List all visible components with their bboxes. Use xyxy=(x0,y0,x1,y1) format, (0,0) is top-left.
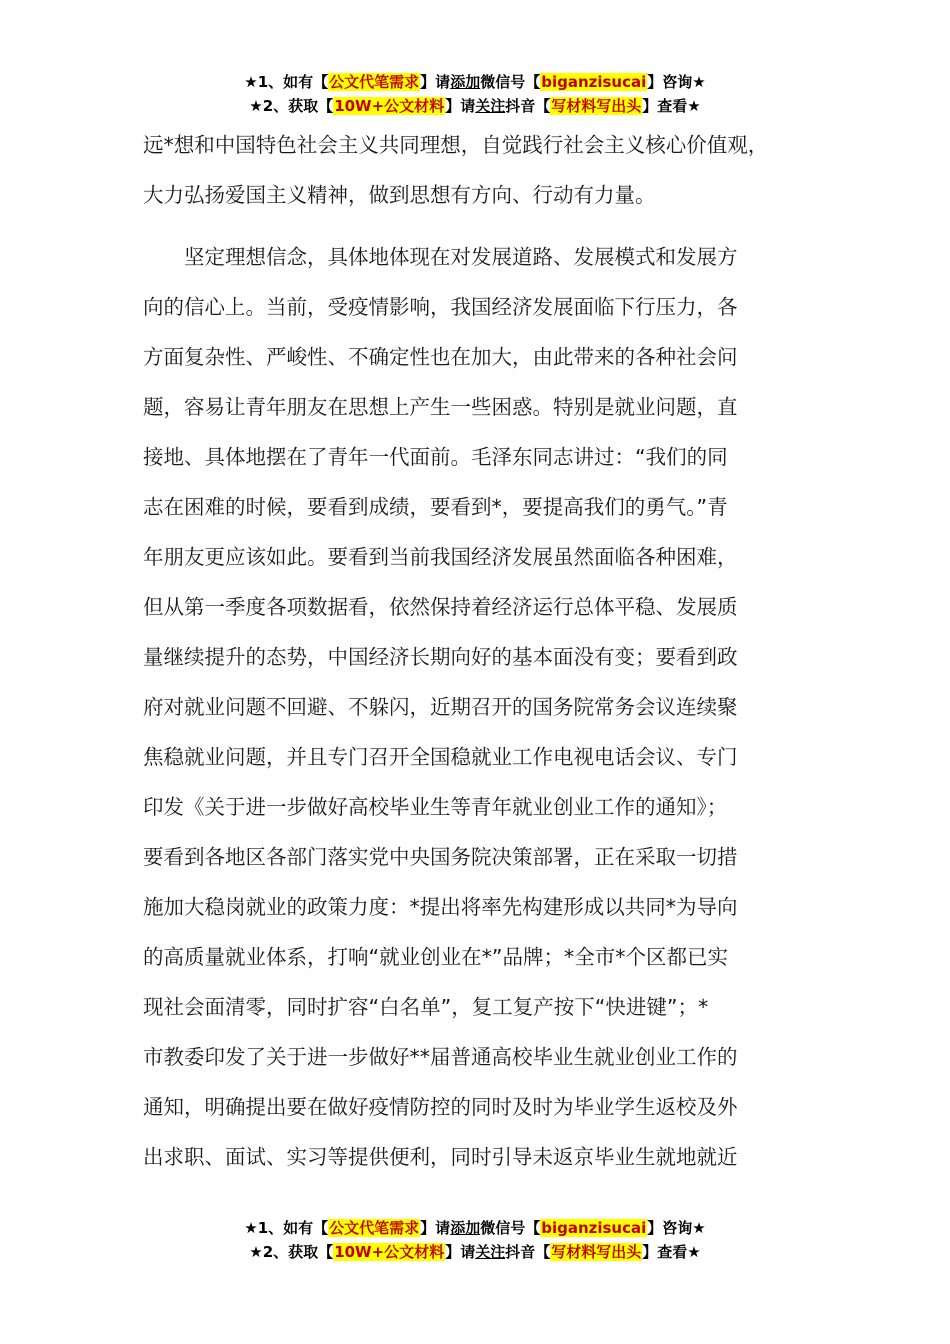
text-line: 但从第一季度各项数据看，依然保持着经济运行总体平稳、发展质 xyxy=(143,595,738,619)
footer-banner xyxy=(0,1216,950,1264)
banner-line-2 xyxy=(0,94,950,118)
banner-text: 】请 xyxy=(420,73,451,91)
paragraph-1 xyxy=(143,120,808,220)
paragraph-gap xyxy=(143,220,808,232)
banner-text: ★1、如有【 xyxy=(244,1219,329,1237)
banner-text: ★1、如有【 xyxy=(244,73,329,91)
banner-text: 】咨询★ xyxy=(647,1219,706,1237)
text-line: 年朋友更应该如此。要看到当前我国经济发展虽然面临各种困难， xyxy=(143,545,738,569)
text-line: 的高质量就业体系，打响“就业创业在*”品牌；*全市*个区都已实 xyxy=(143,945,728,969)
text-line: 接地、具体地摆在了青年一代面前。毛泽东同志讲过：“我们的同 xyxy=(143,445,728,469)
banner-text: 】请 xyxy=(445,1243,476,1261)
banner-highlight: 10W+公文材料 xyxy=(334,97,445,115)
text-line: 现社会面清零，同时扩容“白名单”，复工复产按下“快进键”；* xyxy=(143,995,709,1019)
banner-text: 】请 xyxy=(445,97,476,115)
banner-line-1 xyxy=(0,70,950,94)
banner-underline: 添加 xyxy=(450,1219,481,1237)
text-line: 通知，明确提出要在做好疫情防控的同时及时为毕业学生返校及外 xyxy=(143,1095,738,1119)
text-line: 方面复杂性、严峻性、不确定性也在加大，由此带来的各种社会问 xyxy=(143,345,738,369)
banner-highlight: 公文代笔需求 xyxy=(329,1219,420,1237)
banner-line-1 xyxy=(0,1216,950,1240)
banner-text: 】查看★ xyxy=(642,1243,701,1261)
text-line: 大力弘扬爱国主义精神，做到思想有方向、行动有力量。 xyxy=(143,183,656,207)
text-line: 坚定理想信念，具体地体现在对发展道路、发展模式和发展方 xyxy=(143,245,738,269)
text-line: 出求职、面试、实习等提供便利，同时引导未返京毕业生就地就近 xyxy=(143,1145,738,1169)
banner-underline: 添加 xyxy=(450,73,481,91)
banner-highlight: 公文代笔需求 xyxy=(329,73,420,91)
banner-text: 】咨询★ xyxy=(647,73,706,91)
banner-text: 抖音【 xyxy=(505,1243,551,1261)
text-line: 焦稳就业问题，并且专门召开全国稳就业工作电视电话会议、专门 xyxy=(143,745,738,769)
text-line: 府对就业问题不回避、不躲闪，近期召开的国务院常务会议连续聚 xyxy=(143,695,738,719)
banner-text: 】请 xyxy=(420,1219,451,1237)
banner-text: 】查看★ xyxy=(642,97,701,115)
banner-douyin-name: 写材料写出头 xyxy=(551,1243,642,1261)
banner-wechat-id: biganzisucai xyxy=(541,73,647,91)
banner-highlight: 10W+公文材料 xyxy=(334,1243,445,1261)
banner-douyin-name: 写材料写出头 xyxy=(551,97,642,115)
text-line: 施加大稳岗就业的政策力度：*提出将率先构建形成以共同*为导向 xyxy=(143,895,738,919)
body-text xyxy=(143,120,808,1182)
text-line: 远*想和中国特色社会主义共同理想，自觉践行社会主义核心价值观， xyxy=(143,133,769,157)
banner-underline: 关注 xyxy=(475,97,506,115)
text-line: 向的信心上。当前，受疫情影响，我国经济发展面临下行压力，各 xyxy=(143,295,738,319)
banner-text: ★2、获取【 xyxy=(249,1243,334,1261)
header-banner xyxy=(0,70,950,118)
paragraph-2 xyxy=(143,232,808,1182)
text-line: 量继续提升的态势，中国经济长期向好的基本面没有变；要看到政 xyxy=(143,645,738,669)
banner-text: 微信号【 xyxy=(480,1219,541,1237)
banner-wechat-id: biganzisucai xyxy=(541,1219,647,1237)
banner-line-2 xyxy=(0,1240,950,1264)
text-line: 题，容易让青年朋友在思想上产生一些困惑。特别是就业问题，直 xyxy=(143,395,738,419)
text-line: 要看到各地区各部门落实党中央国务院决策部署，正在采取一切措 xyxy=(143,845,738,869)
text-line: 印发《关于进一步做好高校毕业生等青年就业创业工作的通知》； xyxy=(143,795,728,819)
banner-text: ★2、获取【 xyxy=(249,97,334,115)
text-line: 市教委印发了关于进一步做好**届普通高校毕业生就业创业工作的 xyxy=(143,1045,738,1069)
text-line: 志在困难的时候，要看到成绩，要看到*，要提高我们的勇气。”青 xyxy=(143,495,728,519)
banner-underline: 关注 xyxy=(475,1243,506,1261)
banner-text: 抖音【 xyxy=(505,97,551,115)
banner-text: 微信号【 xyxy=(480,73,541,91)
